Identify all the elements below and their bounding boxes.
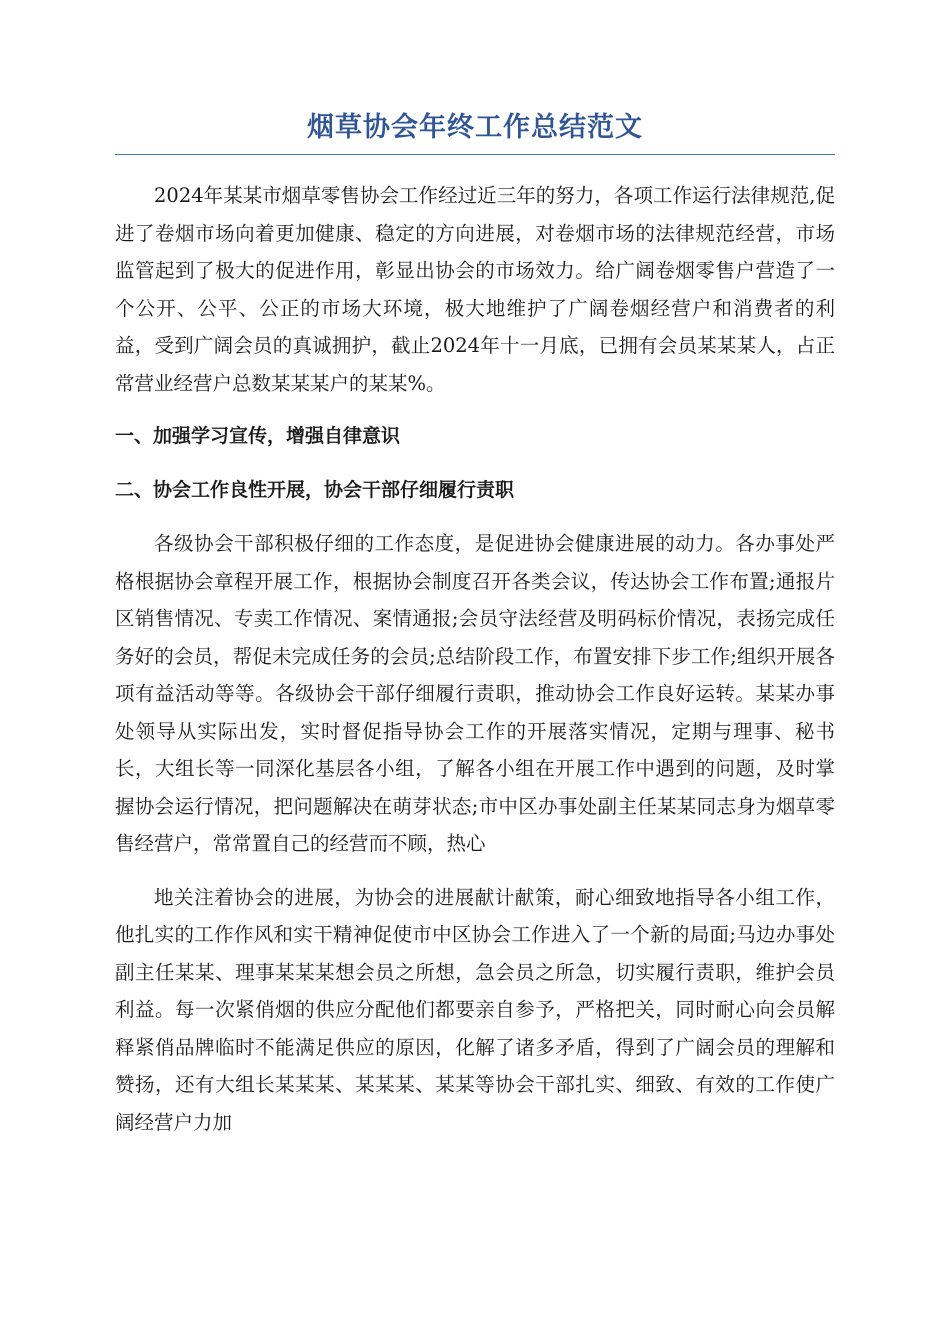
document-page: [115, 108, 835, 1141]
body-paragraph-1: 各级协会干部积极仔细的工作态度，是促进协会健康进展的动力。各办事处严格根据协会章程开展工作，根据协会制度召开各类会议，传达协会工作布置;通报片区销售情况、专卖工作情况、案情通报;会员守法经营及明码标价情况，表扬完成任务好的会员，帮促未完成任务的会员;总结阶段工作，布置安排下步工作;组织开展各项有益活动等等。各级协会干部仔细履行责职，推动协会工作良好运转。某某办事处领导从实际出发，实时督促指导协会工作的开展落实情况，定期与理事、秘书长，大组长等一同深化基层各小组，了解各小组在开展工作中遇到的问题，及时掌握协会运行情况，把问题解决在萌芽状态;市中区办事处副主任某某同志身为烟草零售经营户，常常置自己的经营而不顾，热心: [115, 532, 835, 855]
body-paragraph-2: 地关注着协会的进展，为协会的进展献计献策，耐心细致地指导各小组工作，他扎实的工作作风和实干精神促使市中区协会工作进入了一个新的局面;马边办事处副主任某某、理事某某某想会员之所想，急会员之所急，切实履行责职，维护会员利益。每一次紧俏烟的供应分配他们都要亲自参予，严格把关，同时耐心向会员解释紧俏品牌临时不能满足供应的原因，化解了诸多矛盾，得到了广阔会员的理解和赞扬，还有大组长某某某、某某某、某某等协会干部扎实、细致、有效的工作使广阔经营户力加: [115, 885, 835, 1134]
section-heading-2: 二、协会工作良性开展，协会干部仔细履行责职: [115, 478, 515, 501]
document-title: 烟草协会年终工作总结范文: [115, 108, 835, 155]
intro-paragraph: 2024年某某市烟草零售协会工作经过近三年的努力，各项工作运行法律规范,促进了卷烟市场向着更加健康、稳定的方向进展，对卷烟市场的法律规范经营，市场监管起到了极大的促进作用，彰显出协会的市场效力。给广阔卷烟零售户营造了一个公开、公平、公正的市场大环境，极大地维护了广阔卷烟经营户和消费者的利益，受到广阔会员的真诚拥护，截止2024年十一月底，已拥有会员某某某人，占正常营业经营户总数某某某户的某某%。: [115, 184, 835, 395]
section-heading-1: 一、加强学习宣传，增强自律意识: [115, 425, 401, 447]
